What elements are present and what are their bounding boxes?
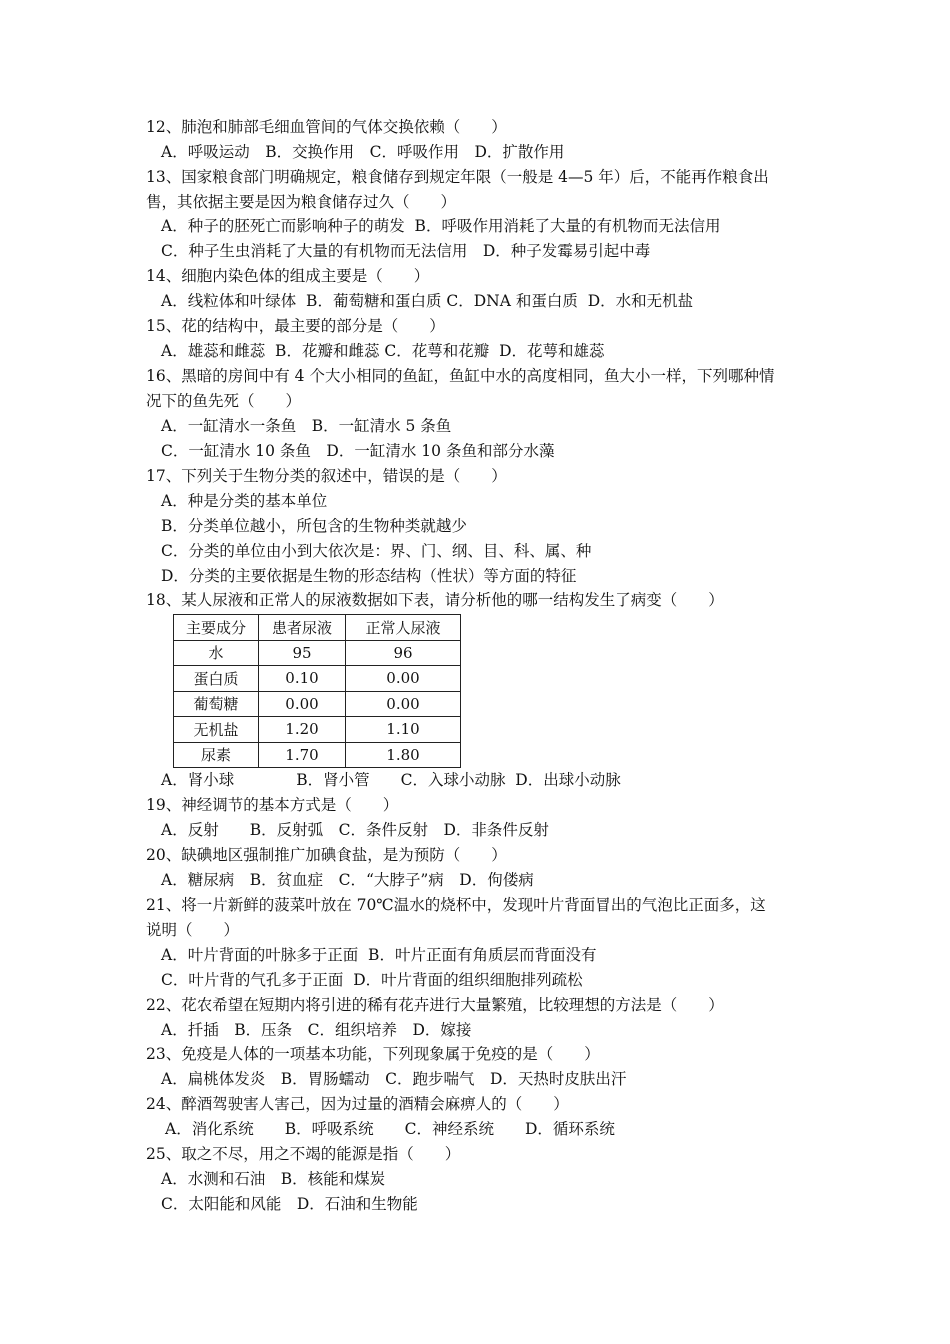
question-25-options-line1: A．水测和石油 B．核能和煤炭 xyxy=(161,1170,386,1188)
table-row xyxy=(174,717,461,743)
table-cell: 1.80 xyxy=(346,742,461,768)
table-cell: 1.20 xyxy=(259,717,346,743)
question-20-options: A．糖尿病 B．贫血症 C．“大脖子”病 D．佝偻病 xyxy=(161,871,534,889)
question-25-options-line2: C．太阳能和风能 D．石油和生物能 xyxy=(161,1195,418,1213)
question-22-stem: 22、花农希望在短期内将引进的稀有花卉进行大量繁殖，比较理想的方法是（ ） xyxy=(146,996,724,1014)
question-18-options: A．肾小球 B．肾小管 C．入球小动脉 D．出球小动脉 xyxy=(161,771,621,789)
table-cell: 水 xyxy=(174,640,259,666)
table-row xyxy=(174,742,461,768)
question-19-options: A．反射 B．反射弧 C．条件反射 D．非条件反射 xyxy=(161,821,549,839)
question-15-options: A．雄蕊和雌蕊 B．花瓣和雌蕊 C．花萼和花瓣 D．花萼和雄蕊 xyxy=(161,342,605,360)
question-23-options: A．扁桃体发炎 B．胃肠蠕动 C．跑步喘气 D．天热时皮肤出汗 xyxy=(161,1070,627,1088)
question-17-option-d: D．分类的主要依据是生物的形态结构（性状）等方面的特征 xyxy=(161,567,577,585)
question-14-options: A．线粒体和叶绿体 B．葡萄糖和蛋白质 C．DNA 和蛋白质 D．水和无机盐 xyxy=(161,292,694,310)
question-12-stem: 12、肺泡和肺部毛细血管间的气体交换依赖（ ） xyxy=(146,118,507,136)
table-header-row xyxy=(174,615,461,641)
question-16-stem-line1: 16、黑暗的房间中有 4 个大小相同的鱼缸，鱼缸中水的高度相同，鱼大小一样，下列哪种情 xyxy=(146,367,775,385)
question-21-stem-line2: 说明（ ） xyxy=(146,921,240,939)
table-row xyxy=(174,640,461,666)
question-12-options: A．呼吸运动 B．交换作用 C．呼吸作用 D．扩散作用 xyxy=(161,143,565,161)
question-21-stem-line1: 21、将一片新鲜的菠菜叶放在 70℃温水的烧杯中，发现叶片背面冒出的气泡比正面多，这 xyxy=(146,896,766,914)
question-13-options-line2: C．种子生虫消耗了大量的有机物而无法信用 D．种子发霉易引起中毒 xyxy=(161,242,651,260)
question-13-stem-line1: 13、国家粮食部门明确规定，粮食储存到规定年限（一般是 4—5 年）后，不能再作粮食出 xyxy=(146,168,769,186)
table-cell: 1.70 xyxy=(259,742,346,768)
question-17-option-a: A．种是分类的基本单位 xyxy=(161,492,328,510)
table-cell: 1.10 xyxy=(346,717,461,743)
question-21-options-line2: C．叶片背的气孔多于正面 D．叶片背面的组织细胞排列疏松 xyxy=(161,971,583,989)
question-19-stem: 19、神经调节的基本方式是（ ） xyxy=(146,796,399,814)
table-cell: 95 xyxy=(259,640,346,666)
question-18-stem: 18、某人尿液和正常人的尿液数据如下表，请分析他的哪一结构发生了病变（ ） xyxy=(146,591,724,609)
question-16-options-line1: A．一缸清水一条鱼 B．一缸清水 5 条鱼 xyxy=(161,417,452,435)
question-17-stem: 17、下列关于生物分类的叙述中，错误的是（ ） xyxy=(146,467,507,485)
table-cell: 96 xyxy=(346,640,461,666)
question-20-stem: 20、缺碘地区强制推广加碘食盐，是为预防（ ） xyxy=(146,846,507,864)
question-23-stem: 23、免疫是人体的一项基本功能，下列现象属于免疫的是（ ） xyxy=(146,1045,600,1063)
question-13-stem-line2: 售，其依据主要是因为粮食储存过久（ ） xyxy=(146,193,457,211)
question-21-options-line1: A．叶片背面的叶脉多于正面 B．叶片正面有角质层而背面没有 xyxy=(161,946,597,964)
table-cell: 蛋白质 xyxy=(174,666,259,692)
question-14-stem: 14、细胞内染色体的组成主要是（ ） xyxy=(146,267,430,285)
question-22-options: A．扦插 B．压条 C．组织培养 D．嫁接 xyxy=(161,1021,472,1039)
question-25-stem: 25、取之不尽，用之不竭的能源是指（ ） xyxy=(146,1145,461,1163)
table-header-cell: 患者尿液 xyxy=(259,615,346,641)
table-header-cell: 正常人尿液 xyxy=(346,615,461,641)
question-24-options: A．消化系统 B．呼吸系统 C．神经系统 D．循环系统 xyxy=(165,1120,615,1138)
table-header-cell: 主要成分 xyxy=(174,615,259,641)
question-17-option-c: C．分类的单位由小到大依次是：界、门、纲、目、科、属、种 xyxy=(161,542,592,560)
table-cell: 0.00 xyxy=(346,666,461,692)
table-cell: 葡萄糖 xyxy=(174,691,259,717)
urine-data-table xyxy=(173,614,461,768)
table-row xyxy=(174,666,461,692)
table-cell: 0.10 xyxy=(259,666,346,692)
table-cell: 尿素 xyxy=(174,742,259,768)
question-24-stem: 24、醉酒驾驶害人害己，因为过量的酒精会麻痹人的（ ） xyxy=(146,1095,569,1113)
question-16-options-line2: C．一缸清水 10 条鱼 D．一缸清水 10 条鱼和部分水藻 xyxy=(161,442,555,460)
question-13-options-line1: A．种子的胚死亡而影响种子的萌发 B．呼吸作用消耗了大量的有机物而无法信用 xyxy=(161,217,721,235)
table-cell: 无机盐 xyxy=(174,717,259,743)
table-cell: 0.00 xyxy=(259,691,346,717)
table-row xyxy=(174,691,461,717)
question-16-stem-line2: 况下的鱼先死（ ） xyxy=(146,392,302,410)
question-15-stem: 15、花的结构中，最主要的部分是（ ） xyxy=(146,317,445,335)
question-17-option-b: B．分类单位越小，所包含的生物种类就越少 xyxy=(161,517,467,535)
table-cell: 0.00 xyxy=(346,691,461,717)
